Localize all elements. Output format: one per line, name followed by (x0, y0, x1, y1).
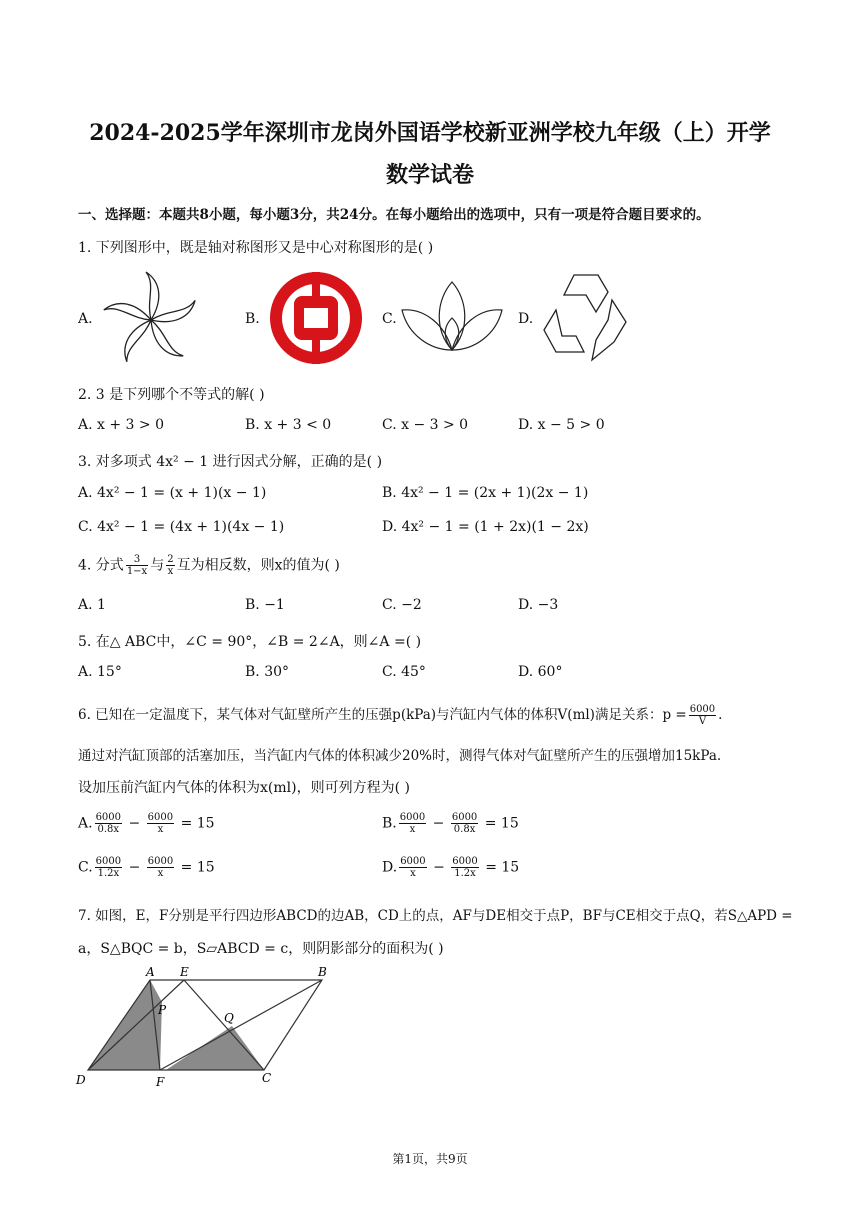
q6-line1 (78, 703, 722, 727)
label-q: Q (224, 1011, 234, 1025)
recycle-hexagon-figure (536, 270, 636, 365)
pinwheel-figure (96, 270, 206, 370)
section-heading: 一、选择题：本题共8小题，每小题3分，共24分。在每小题给出的选项中，只有一项是符合题目要求的。 (78, 207, 710, 223)
q3-option-d: D. 4x² − 1 = (1 + 2x)(1 − 2x) (382, 519, 589, 535)
q1-option-a: A. (78, 311, 93, 327)
parallelogram-figure (72, 962, 342, 1090)
q6-line2: 通过对汽缸顶部的活塞加压，当汽缸内气体的体积减少20%时，测得气体对气缸壁所产生的压强增加15kPa. (78, 748, 722, 764)
label-e: E (180, 965, 189, 979)
q6-line1-end: . (718, 707, 723, 723)
q4-stem (78, 554, 340, 577)
q6-line1-text: 6. 已知在一定温度下，某气体对气缸壁所产生的压强p(kPa)与汽缸内气体的体积V(ml)满足关系：p = (78, 707, 687, 723)
q3-option-c: C. 4x² − 1 = (4x + 1)(4x − 1) (78, 519, 285, 535)
q2-option-b: B. x + 3 < 0 (245, 417, 332, 433)
q5-option-b: B. 30° (245, 664, 290, 680)
q4-option-c: C. −2 (382, 597, 422, 613)
q2-option-c: C. x − 3 > 0 (382, 417, 469, 433)
q5-option-c: C. 45° (382, 664, 426, 680)
page-subtitle: 数学试卷 (385, 162, 474, 188)
q5-option-a: A. 15° (78, 664, 122, 680)
q2-option-a: A. x + 3 > 0 (78, 417, 164, 433)
q7-line1: 7. 如图，E，F分别是平行四边形ABCD的边AB，CD上的点，AF与DE相交于点P，BF与CE相交于点Q，若S△APD = (78, 908, 793, 924)
q6-option-c: C. $\frac{6000}{1.2x}$ − $\frac{6000}{x}$ = 15 (78, 856, 215, 879)
q4-fraction-2: $\frac{2}{x}$ (167, 554, 174, 577)
q6-option-b: B. $\frac{6000}{x}$ − $\frac{6000}{0.8x}$ = 15 (382, 812, 519, 835)
q4-option-d: D. −3 (518, 597, 559, 613)
page-footer: 第1页，共9页 (392, 1152, 468, 1166)
q1-option-c: C. (382, 311, 397, 327)
q1-option-b: B. (245, 311, 260, 327)
q3-stem: 3. 对多项式 4x² − 1 进行因式分解，正确的是( ) (78, 454, 383, 470)
label-d: D (76, 1073, 86, 1087)
q6-line3: 设加压前汽缸内气体的体积为x(ml)，则可列方程为( ) (78, 780, 410, 796)
q1-stem: 1. 下列图形中，既是轴对称图形又是中心对称图形的是( ) (78, 240, 434, 256)
q3-option-a: A. 4x² − 1 = (x + 1)(x − 1) (78, 485, 267, 501)
q1-option-d: D. (518, 311, 534, 327)
lotus-figure (400, 280, 505, 355)
q4-option-a: A. 1 (78, 597, 106, 613)
label-b: B (318, 965, 327, 979)
label-a: A (146, 965, 155, 979)
q2-stem: 2. 3 是下列哪个不等式的解( ) (78, 387, 265, 403)
q7-line2: a，S△BQC = b，S▱ABCD = c，则阴影部分的面积为( ) (78, 941, 444, 957)
q6-line1-fraction: $\frac{6000}{V}$ (689, 704, 716, 727)
label-f: F (156, 1075, 165, 1089)
q4-stem-post: 互为相反数，则x的值为( ) (176, 557, 340, 574)
bank-logo-figure (266, 270, 366, 366)
label-c: C (262, 1071, 272, 1085)
q3-option-b: B. 4x² − 1 = (2x + 1)(2x − 1) (382, 485, 589, 501)
q4-stem-pre: 4. 分式 (78, 557, 124, 574)
q6-option-a: A. $\frac{6000}{0.8x}$ − $\frac{6000}{x}$ = 15 (78, 812, 215, 835)
q2-option-d: D. x − 5 > 0 (518, 417, 605, 433)
q5-option-d: D. 60° (518, 664, 563, 680)
q4-option-b: B. −1 (245, 597, 285, 613)
q4-stem-mid: 与 (150, 557, 165, 574)
label-p: P (158, 1003, 167, 1017)
q4-fraction-1: $\frac{3}{1-x}$ (126, 554, 148, 577)
page-title: 2024-2025学年深圳市龙岗外国语学校新亚洲学校九年级（上）开学 (89, 120, 771, 146)
q6-option-d: D. $\frac{6000}{x}$ − $\frac{6000}{1.2x}$ = 15 (382, 856, 520, 879)
shaded-triangle-right (166, 1026, 264, 1070)
q5-stem: 5. 在△ ABC中，∠C = 90°，∠B = 2∠A，则∠A =( ) (78, 634, 422, 650)
